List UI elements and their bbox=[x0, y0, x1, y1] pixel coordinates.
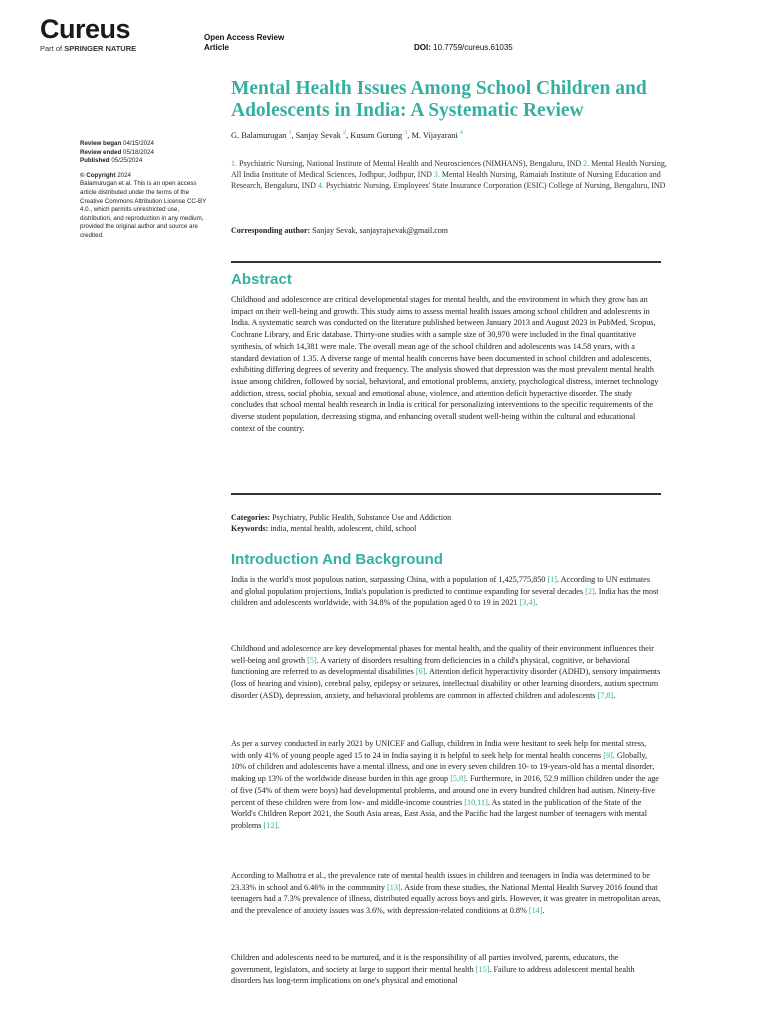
published-label: Published bbox=[80, 157, 110, 165]
review-began-date: 04/15/2024 bbox=[123, 140, 154, 147]
citation-link[interactable]: [2] bbox=[585, 586, 595, 596]
journal-logo[interactable]: Cureus bbox=[40, 14, 131, 44]
citation-link[interactable]: [5] bbox=[307, 655, 317, 665]
text-run: According to Malhotra et al., the prevalence rate of mental health issues in children and teenagers in India was determined to be 23.33% in school and 6.46% in the community bbox=[231, 871, 650, 892]
text-run: . Globally, 10% of children and adolescents have a mental illness, and one in every seven children 10- to 19-years-old has a mental disorder, making up 13% of the worldwide disease burden in this age group bbox=[231, 750, 655, 784]
part-of-label: Part of bbox=[40, 44, 63, 53]
affil-number: 1. bbox=[231, 159, 237, 168]
intro-paragraph bbox=[231, 738, 661, 832]
text-run: . bbox=[613, 690, 616, 700]
intro-paragraph bbox=[231, 643, 661, 702]
text-run: . According to UN estimates and global population projections, India's population is predicted to continue expanding for several decades bbox=[231, 575, 651, 596]
keywords-value[interactable]: india, mental health, adolescent, child, school bbox=[270, 524, 417, 533]
text-run: . Attention deficit hyperactivity disorder (ADHD), sensory impairments (loss of hearing and vision), cerebral palsy, epilepsy or seizures, intellectual disability or other learning disorders, autism spectrum disorder (ASD), depression, anxiety, and behavioral problems are common in affected children and adolescents bbox=[231, 667, 661, 700]
review-type: Open Access Review bbox=[204, 33, 285, 42]
section-divider bbox=[231, 493, 661, 495]
categories-value[interactable]: Psychiatry, Public Health, Substance Use and Addiction bbox=[272, 513, 452, 522]
doi-value[interactable]: 10.7759/cureus.61035 bbox=[433, 43, 513, 52]
article-title: Mental Health Issues Among School Children and Adolescents in India: A Systematic Review bbox=[231, 78, 647, 121]
categories-block bbox=[231, 512, 451, 534]
affiliation: Mental Health Nursing, All India Institute of Medical Sciences, Jodhpur, Jodhpur, IND bbox=[231, 159, 667, 179]
review-began-label: Review began bbox=[80, 140, 122, 147]
doi[interactable] bbox=[414, 43, 513, 52]
citation-link[interactable]: [6] bbox=[415, 667, 426, 677]
author-affil-ref[interactable]: 1 bbox=[288, 130, 292, 136]
doi-label: DOI: bbox=[414, 43, 431, 52]
corresponding-label: Corresponding author: bbox=[231, 226, 311, 235]
text-run: . bbox=[277, 820, 280, 830]
published-date: 05/25/2024 bbox=[111, 157, 143, 165]
section-divider bbox=[231, 261, 661, 263]
citation-link[interactable]: [14] bbox=[528, 906, 543, 916]
copyright-year: 2024 bbox=[117, 171, 131, 179]
author-affil-ref[interactable]: 2 bbox=[343, 130, 347, 136]
corresponding-value[interactable]: Sanjay Sevak, sanjayrajsevak@gmail.com bbox=[312, 226, 448, 235]
intro-paragraph bbox=[231, 952, 661, 987]
affiliation: Psychiatric Nursing, Employees' State Insurance Corporation (ESIC) College of Nursing, Bengaluru, IND bbox=[325, 181, 666, 190]
text-run: . bbox=[535, 598, 538, 608]
article-sidebar bbox=[80, 140, 212, 241]
text-run: As per a survey conducted in early 2021 by UNICEF and Gallup, children in India were hesitant to seek help for mental stress, with only 41% of young people aged 15 to 24 in India saying it is helpful to seek help for mental health concerns bbox=[231, 739, 647, 760]
text-run: . Aside from these studies, the National Mental Health Survey 2016 found that teenagers had a 7.3% prevalence of illness, distributed equally across boys and girls. However, it was greater in metropolitan areas, and the prevalence of anxiety issues was 3.6%, with depression-related conditions at 0.8% bbox=[231, 882, 661, 916]
affil-number: 4. bbox=[317, 181, 324, 190]
copyright-label: © Copyright bbox=[80, 171, 116, 179]
citation-link[interactable]: [10,11] bbox=[464, 797, 488, 807]
author-affil-ref[interactable]: 4 bbox=[459, 130, 463, 136]
categories-label: Categories: bbox=[231, 513, 271, 522]
publisher-name: SPRINGER NATURE bbox=[64, 44, 137, 53]
citation-link[interactable]: [3,4] bbox=[519, 598, 536, 608]
abstract-text: Childhood and adolescence are critical developmental stages for mental health, and the environment in which they grow has an impact on their well-being and growth. This study aims to assess mental health issues among school children and adolescents in India. A systematic search was conducted on the literature published between January 2013 and August 2023 in PubMed, Scopus, Cochrane Library, and Eric database. Thirty-one studies with a sample size of 30,970 were included in the final quantitative synthesis, of which 14,381 were male. The overall mean age of the school children and adolescents was 14.58 years, with a standard deviation of 1.35. A diverse range of mental health concerns have been documented in school children and adolescents, exhibiting differing degrees of severity and frequency. The analysis showed that depression was the most prevalent mental health issue among children, followed by social, behavioral, and emotional problems, anxiety, psychological distress, internet technology addiction, stress, social phobia, sexual and emotional abuse, violence, and attention deficit hyperactive disorder. The study concludes that school mental health research in India is critical for personalizing interventions to the specific requirements of the diverse student population, decreasing stigma, and enhancing overall student well-being within the cultural and educational context of the country. bbox=[231, 295, 659, 433]
intro-paragraph bbox=[231, 870, 661, 917]
keywords-label: Keywords: bbox=[231, 524, 269, 533]
text-run: Childhood and adolescence are key developmental phases for mental health, and the quality of their environment influences their well-being and growth bbox=[231, 644, 654, 665]
author-name[interactable]: M. Vijayarani bbox=[411, 130, 458, 140]
citation-link[interactable]: [1] bbox=[547, 575, 557, 584]
affiliation: Mental Health Nursing, Ramaiah Institute of Nursing Education and Research, Bengaluru, IND bbox=[231, 170, 661, 190]
citation-link[interactable]: [5,8] bbox=[450, 774, 466, 784]
citation-link[interactable]: [15] bbox=[475, 964, 490, 974]
affiliation: Psychiatric Nursing, National Institute of Mental Health and Neurosciences (NIMHANS), Bengaluru, IND bbox=[239, 159, 582, 168]
author-name[interactable]: Sanjay Sevak bbox=[295, 130, 341, 140]
affil-number: 3. bbox=[433, 170, 440, 179]
text-run: India is the world's most populous nation, surpassing China, with a population of 1,425,775,850 bbox=[231, 575, 548, 584]
review-ended-label: Review ended bbox=[80, 148, 122, 156]
article-type: Article bbox=[204, 43, 229, 52]
text-run: . India has the most children and adolescents worldwide, with 34.8% of the population aged 0 to 19 in 2021 bbox=[231, 586, 659, 608]
abstract-heading: Abstract bbox=[231, 271, 292, 288]
author-affil-ref[interactable]: 3 bbox=[404, 130, 408, 136]
affiliations bbox=[231, 158, 671, 191]
citation-link[interactable]: [7,8] bbox=[597, 690, 614, 700]
publisher-tagline bbox=[40, 44, 136, 53]
text-run: . Failure to address adolescent mental health disorders has long-term implications on one's physical and emotional bbox=[231, 964, 635, 986]
text-run: Children and adolescents need to be nurtured, and it is the responsibility of all parties involved, parents, educators, the government, legislators, and society at large to support their mental health bbox=[231, 953, 619, 974]
text-run: . As stated in the publication of the State of the World's Children Report 2021, the South Asia areas, East Asia, and the Pacific had the largest number of teenagers with mental problems bbox=[231, 797, 648, 830]
citation-link[interactable]: [13] bbox=[387, 882, 401, 892]
license-text: Balamurugan et al. This is an open access article distributed under the terms of the Creative Commons Attribution License CC-BY 4.0., which permits unrestricted use, distribution, and reproduction in any medium, provided the original author and source are credited. bbox=[80, 180, 207, 239]
affil-number: 2. bbox=[583, 159, 590, 168]
corresponding-author bbox=[231, 226, 448, 235]
review-ended-date: 05/18/2024 bbox=[123, 148, 154, 156]
citation-link[interactable]: [9] bbox=[603, 750, 613, 760]
intro-heading: Introduction And Background bbox=[231, 551, 443, 568]
text-run: . bbox=[542, 906, 545, 916]
author-name[interactable]: G. Balamurugan bbox=[231, 130, 287, 140]
article-type-block bbox=[204, 33, 284, 53]
author-name[interactable]: Kusum Gurung bbox=[350, 130, 403, 140]
text-run: . Furthermore, in 2016, 52.9 million children under the age of five (54% of them were boys) had developmental problems, and around one in every hundred children had autism. Ninety-five percent of these children were from low- and middle-income countries bbox=[231, 774, 659, 807]
text-run: . A variety of disorders resulting from deficiencies in a child's physical, cognitive, or behavioral functioning are referred to as developmental disabilities bbox=[231, 655, 630, 677]
citation-link[interactable]: [12] bbox=[263, 820, 278, 830]
intro-paragraph bbox=[231, 574, 661, 609]
author-list: G. Balamurugan $^1$, Sanjay Sevak $^2$, Kusum Gurung $^3$, M. Vijayarani $^4$ bbox=[231, 130, 463, 140]
